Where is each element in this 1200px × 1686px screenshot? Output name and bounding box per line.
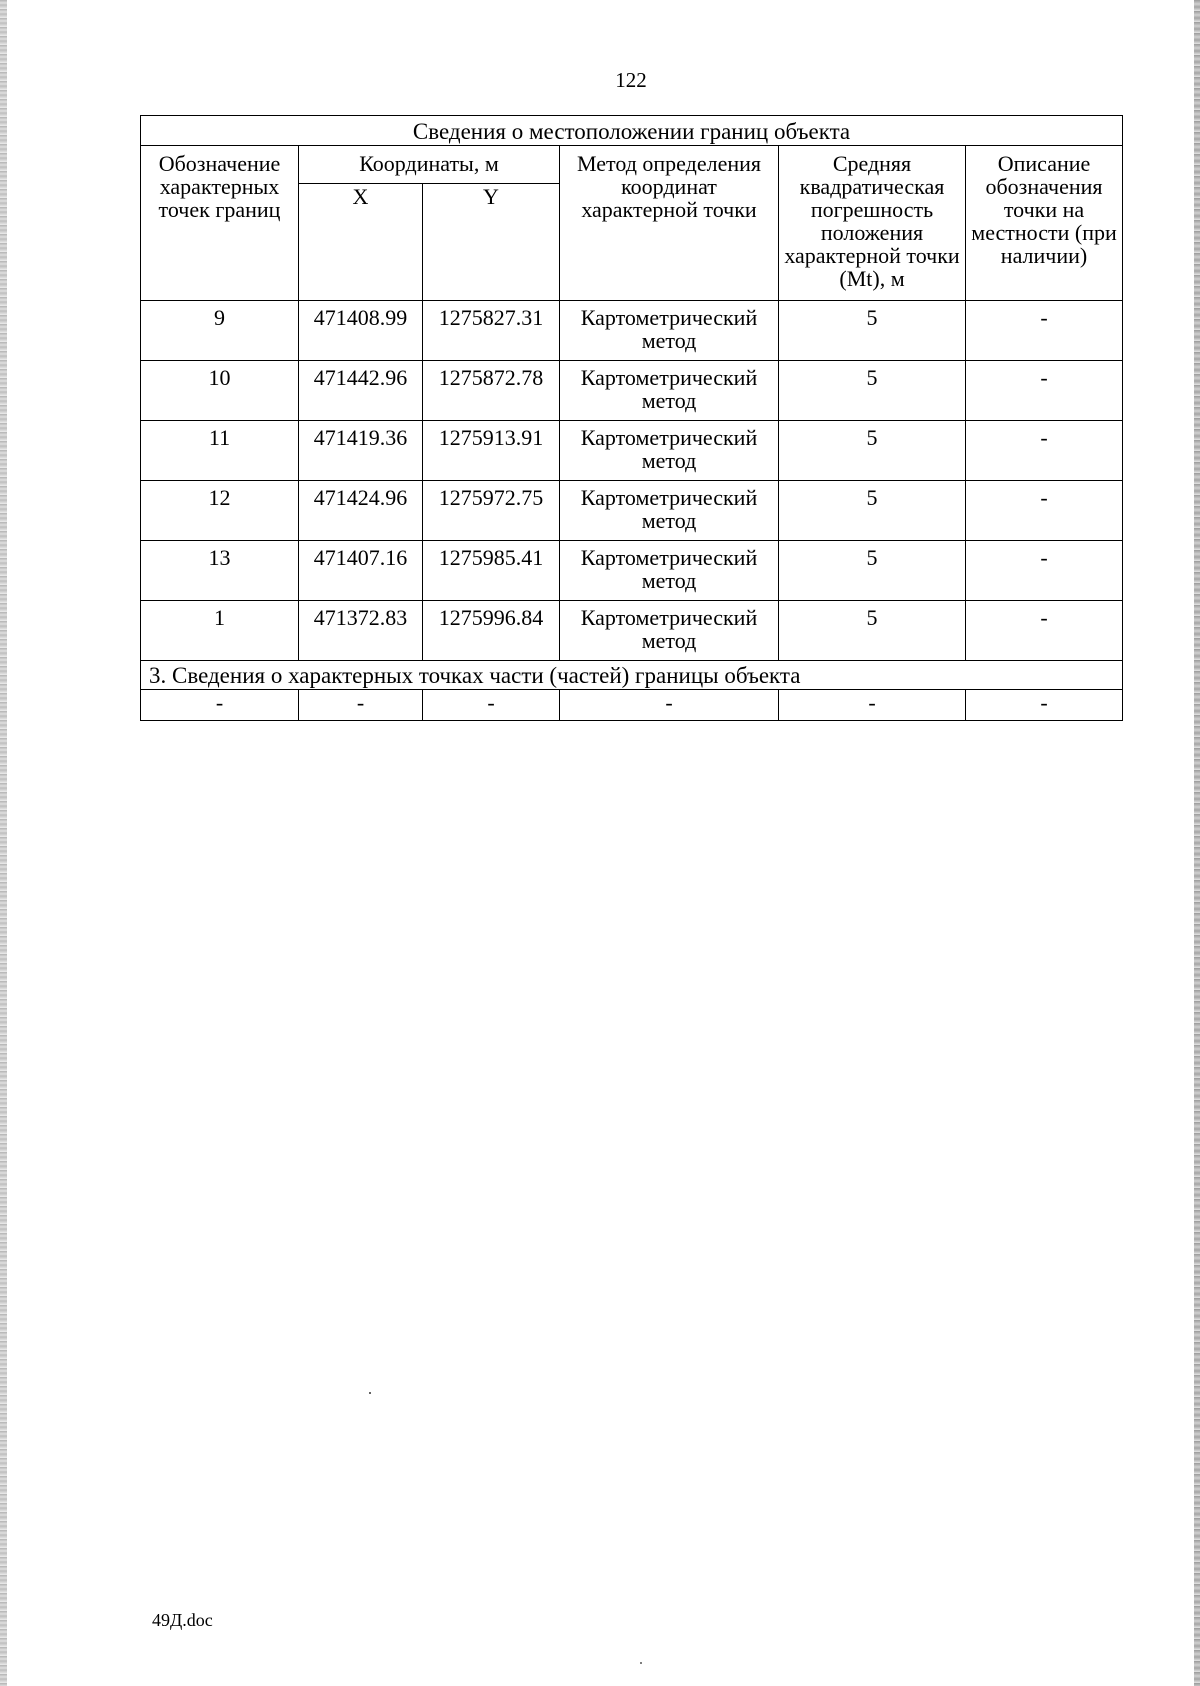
cell-method: Картометрический метод (560, 301, 779, 361)
cell-x: 471407.16 (299, 541, 423, 601)
table-title-row (141, 116, 1123, 146)
table-row (141, 301, 1123, 361)
cell-x: 471372.83 (299, 601, 423, 661)
cell-mt: 5 (779, 601, 966, 661)
cell-description: - (966, 481, 1123, 541)
cell-description: - (966, 541, 1123, 601)
scan-speck (640, 1662, 642, 1664)
section3-cell: - (779, 690, 966, 721)
header-coordinates: Координаты, м (299, 146, 560, 184)
footer-doc-name: 49Д.doc (152, 1610, 213, 1630)
cell-method: Картометрический метод (560, 541, 779, 601)
cell-point: 10 (141, 361, 299, 421)
header-point-designation: Обозначение характерных точек границ (141, 146, 299, 301)
cell-description: - (966, 421, 1123, 481)
section3-cell: - (299, 690, 423, 721)
section3-title: 3. Сведения о характерных точках части (частей) границы объекта (141, 661, 1123, 690)
page-number: 122 (615, 68, 647, 92)
cell-y: 1275972.75 (423, 481, 560, 541)
cell-mt: 5 (779, 421, 966, 481)
cell-method: Картометрический метод (560, 601, 779, 661)
cell-x: 471408.99 (299, 301, 423, 361)
table-row (141, 361, 1123, 421)
cell-y: 1275985.41 (423, 541, 560, 601)
scan-edge-right (1194, 0, 1200, 1686)
cell-x: 471419.36 (299, 421, 423, 481)
section3-cell: - (560, 690, 779, 721)
cell-point: 12 (141, 481, 299, 541)
cell-y: 1275872.78 (423, 361, 560, 421)
cell-method: Картометрический метод (560, 481, 779, 541)
cell-mt: 5 (779, 301, 966, 361)
cell-point: 13 (141, 541, 299, 601)
boundary-coordinates-table (140, 115, 1123, 721)
cell-x: 471442.96 (299, 361, 423, 421)
scan-speck (369, 1392, 371, 1394)
table-title: Сведения о местоположении границ объекта (141, 116, 1123, 146)
cell-y: 1275996.84 (423, 601, 560, 661)
cell-method: Картометрический метод (560, 421, 779, 481)
section3-cell: - (423, 690, 560, 721)
cell-y: 1275827.31 (423, 301, 560, 361)
table-row (141, 421, 1123, 481)
cell-point: 1 (141, 601, 299, 661)
cell-description: - (966, 361, 1123, 421)
section3-cell: - (141, 690, 299, 721)
header-x: X (299, 184, 423, 301)
cell-y: 1275913.91 (423, 421, 560, 481)
cell-method: Картометрический метод (560, 361, 779, 421)
header-description: Описание обозначения точки на местности (при наличии) (966, 146, 1123, 301)
scan-edge-left (0, 0, 7, 1686)
cell-description: - (966, 301, 1123, 361)
table-row (141, 541, 1123, 601)
cell-x: 471424.96 (299, 481, 423, 541)
header-method: Метод определения координат характерной точки (560, 146, 779, 301)
header-row-1 (141, 146, 1123, 184)
section3-row (141, 690, 1123, 721)
table-row (141, 481, 1123, 541)
table-row (141, 601, 1123, 661)
cell-mt: 5 (779, 481, 966, 541)
section3-cell: - (966, 690, 1123, 721)
header-mean-error: Средняя квадратическая погрешность положения характерной точки (Mt), м (779, 146, 966, 301)
cell-description: - (966, 601, 1123, 661)
cell-mt: 5 (779, 361, 966, 421)
header-y: Y (423, 184, 560, 301)
section3-title-row (141, 661, 1123, 690)
cell-mt: 5 (779, 541, 966, 601)
cell-point: 11 (141, 421, 299, 481)
cell-point: 9 (141, 301, 299, 361)
